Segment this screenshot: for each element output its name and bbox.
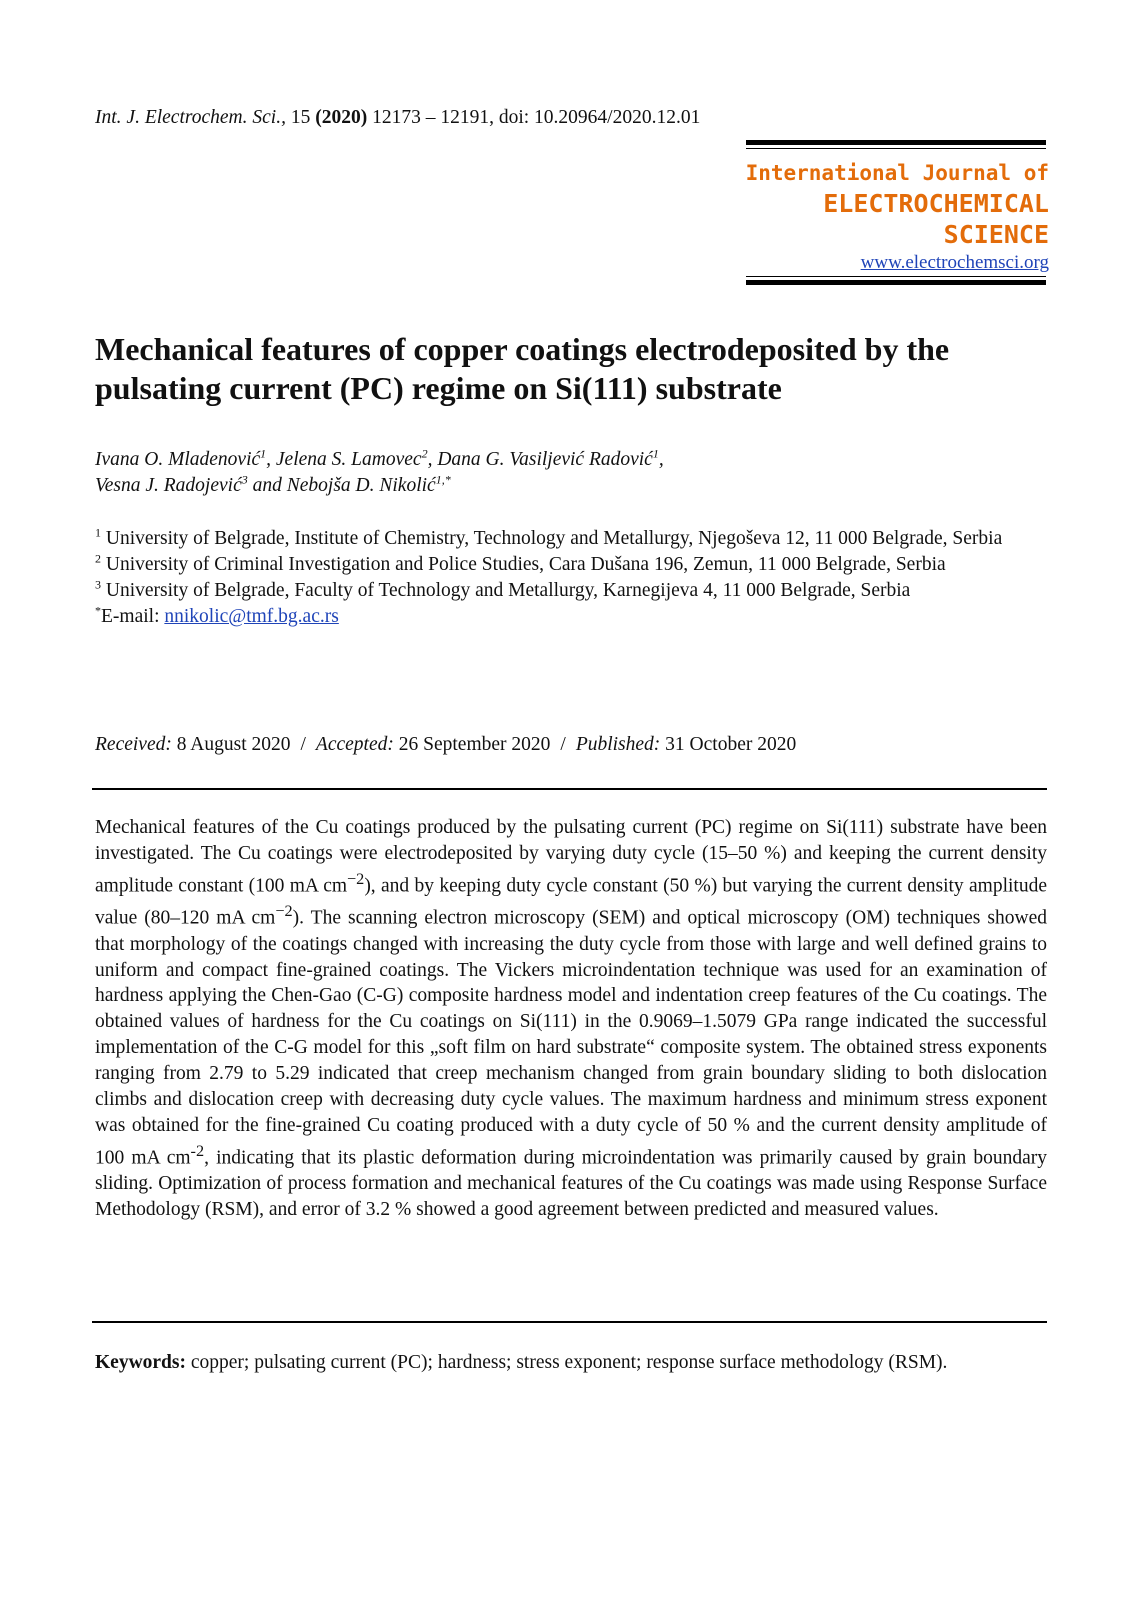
brand-line-1: International Journal of [745,161,1049,185]
journal-brand [746,158,1049,250]
abstract [95,815,1047,1223]
divider-above-abstract [92,788,1047,790]
header-rule-thin-bottom [746,276,1046,277]
email-line [95,604,1055,630]
abstract-text: Mechanical features of the Cu coatings produced by the pulsating current (PC) regime on Si(111) substrate have been investigated. The Cu coatings were electrodeposited by varying duty cycle (15–50 %) and keeping the current density amplitude constant (100 mA cm [95,817,1047,897]
header-rule-thin-top [746,148,1046,149]
author-name: and Nebojša D. Nikolić [247,475,436,496]
brand-line-2: ELECTROCHEMICAL [823,189,1049,218]
affiliation-text: University of Belgrade, Institute of Chemistry, Technology and Metallurgy, Njegoševa 12, 11 000 Belgrade, Serbia [101,528,1003,549]
divider-below-abstract [92,1321,1047,1323]
paper-title: Mechanical features of copper coatings electrodeposited by the pulsating current (PC) regime on Si(111) substrate [95,331,950,406]
affiliation-item [95,578,1055,604]
author-name: , Dana G. Vasiljević Radović [427,449,653,470]
header-rule-thick-top [746,140,1046,145]
pages-doi: 12173 – 12191, doi: 10.20964/2020.12.01 [372,107,701,128]
year: (2020) [315,107,368,128]
accepted-date: 26 September 2020 [393,734,551,755]
email-label: E-mail: [101,606,165,627]
brand-line-3: SCIENCE [943,220,1049,249]
abstract-sup: −2 [275,902,293,921]
abstract-text: , indicating that its plastic deformation during microindentation was primarily caused by grain boundary sliding. Optimization of process formation and mechanical features of the Cu coatings was made using Response Surface Methodology (RSM), and error of 3.2 % showed a good agreement between predicted and measured values. [95,1147,1047,1221]
received-date: 8 August 2020 [171,734,291,755]
date-separator: / [560,734,566,755]
date-separator: / [300,734,306,755]
journal-abbrev: Int. J. Electrochem. Sci., [95,107,286,128]
published-label: Published: [575,734,661,755]
publication-dates [95,734,796,756]
header-rule-thick-bottom [746,280,1046,285]
abstract-sup: −2 [347,869,365,888]
abstract-text: ), and by keeping duty cycle constant (50 %) but varying the current density amplitude value (80–120 mA cm [95,875,1047,929]
affiliation-sup: 1 [95,525,101,540]
affiliation-list [95,526,1055,630]
affiliation-text: University of Criminal Investigation and Police Studies, Cara Dušana 196, Zemun, 11 000 Belgrade, Serbia [101,554,946,575]
abstract-sup: -2 [190,1141,205,1160]
author-separator: , [658,449,664,470]
received-label: Received: [95,734,172,755]
author-name: , Jelena S. Lamovec [266,449,422,470]
author-affil-sup: 2 [421,446,428,461]
citation-line [95,107,700,129]
author-name: Ivana O. Mladenović [95,449,261,470]
keywords-label: Keywords: [95,1352,186,1373]
published-date: 31 October 2020 [660,734,797,755]
author-name: Vesna J. Radojević [95,475,242,496]
journal-url-link[interactable]: www.electrochemsci.org [860,252,1049,273]
accepted-label: Accepted: [315,734,394,755]
affiliation-item [95,526,1055,552]
email-sup: * [95,603,101,618]
keywords [95,1350,1047,1376]
author-affil-sup: 1 [652,446,659,461]
author-list [95,447,1055,499]
affiliation-sup: 3 [95,577,101,592]
affiliation-sup: 2 [95,551,101,566]
affiliation-text: University of Belgrade, Faculty of Technology and Metallurgy, Karnegijeva 4, 11 000 Belgrade, Serbia [101,580,911,601]
author-affil-sup: 1 [260,446,267,461]
author-affil-sup: 3 [241,472,248,487]
abstract-text: ). The scanning electron microscopy (SEM) and optical microscopy (OM) techniques showed that morphology of the coatings changed with increasing the duty cycle from those with large and well defined grains to uniform and compact fine-grained coatings. The Vickers microindentation technique was used for an examination of hardness applying the Chen-Gao (C-G) composite hardness model and indentation creep features of the Cu coatings. The obtained values of hardness for the Cu coatings on Si(111) in the 0.9069–1.5079 GPa range indicated the successful implementation of the C-G model for this „soft film on hard substrate“ composite system. The obtained stress exponents ranging from 2.79 to 5.29 indicated that creep mechanism changed from grain boundary sliding to both dislocation climbs and dislocation creep with decreasing duty cycle values. The maximum hardness and minimum stress exponent was obtained for the fine-grained Cu coating produced with a duty cycle of 50 % and the current density amplitude of 100 mA cm [95,907,1048,1169]
volume: 15 [290,107,311,128]
keywords-text: copper; pulsating current (PC); hardness; stress exponent; response surface methodology (RSM). [186,1352,948,1373]
email-link[interactable]: nnikolic@tmf.bg.ac.rs [164,606,339,627]
author-affil-sup: 1,* [435,472,451,487]
affiliation-item [95,552,1055,578]
